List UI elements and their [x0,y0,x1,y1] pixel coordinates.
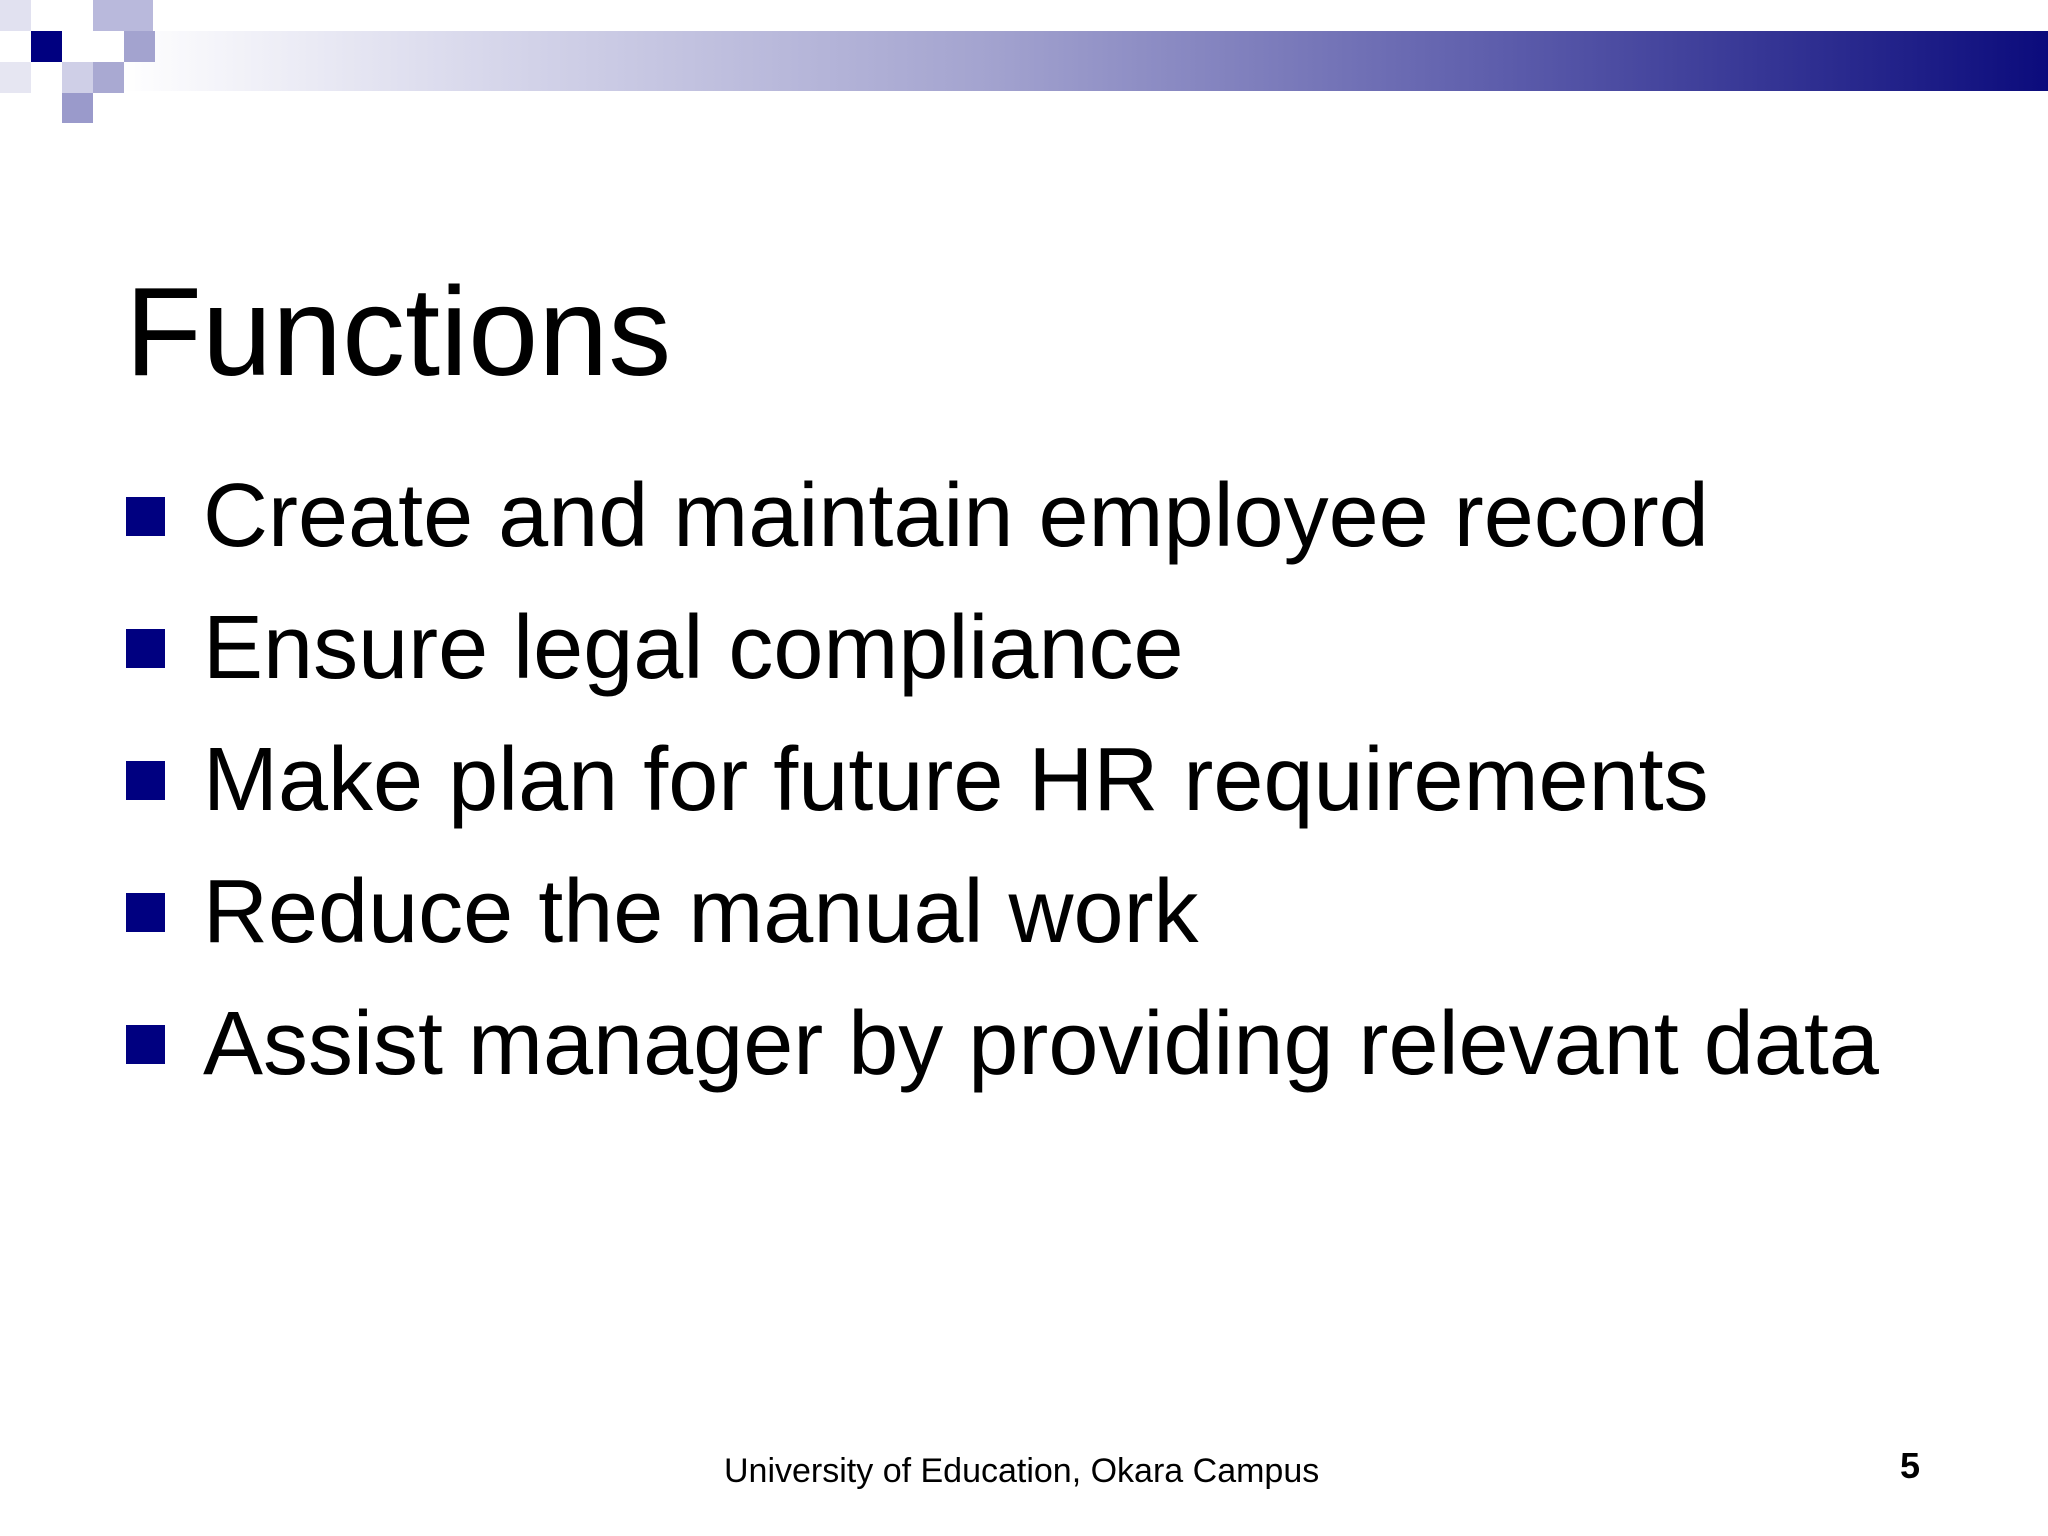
deco-square-pale-left [0,62,31,93]
deco-square-light-mid [93,62,124,93]
bullet-text: Make plan for future HR requirements [203,730,1709,830]
bullet-item [126,846,1879,978]
slide-number: 5 [1900,1445,1921,1486]
deco-square-mid [62,62,93,93]
deco-square-light-top [93,0,153,31]
bullet-text: Ensure legal compliance [203,598,1184,698]
bullet-text: Reduce the manual work [203,862,1199,962]
bullet-text: Create and maintain employee record [203,466,1709,566]
bullet-item [126,582,1879,714]
deco-square-pale [0,0,31,31]
deco-square-bottom [62,93,93,123]
bullet-item [126,714,1879,846]
bullet-item [126,978,1879,1110]
square-bullet-icon [126,761,165,800]
square-bullet-icon [126,893,165,932]
gradient-header-bar [120,31,2048,91]
square-bullet-icon [126,497,165,536]
deco-square-dark [31,31,62,62]
slide-footer: University of Education, Okara Campus [724,1452,1320,1490]
bullet-text: Assist manager by providing relevant data [203,994,1879,1094]
slide-title: Functions [125,261,672,402]
bullet-item [126,450,1879,582]
bullet-list [126,450,1879,1110]
deco-square-light [124,31,155,62]
square-bullet-icon [126,1025,165,1064]
square-bullet-icon [126,629,165,668]
